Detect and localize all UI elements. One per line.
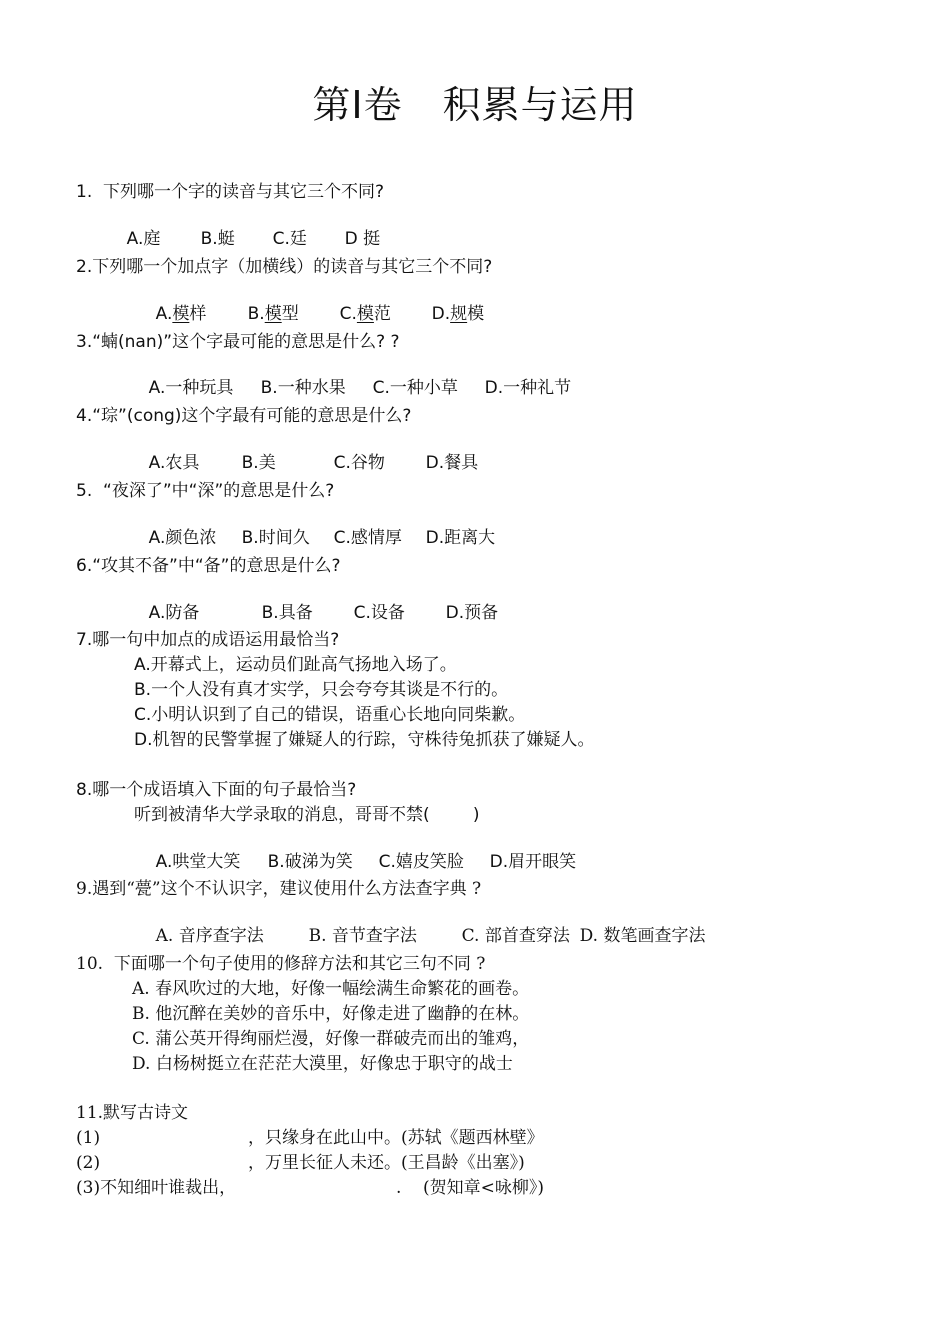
option-a: A.模样: [155, 304, 207, 324]
question-7-option-c: C.小明认识到了自己的错误，语重心长地向同柴歉。: [134, 705, 526, 725]
option-b: B.一种水果: [260, 378, 346, 398]
question-1-stem: 1. 下列哪一个字的读音与其它三个不同?: [76, 182, 385, 202]
poem-line-1-num: (1): [76, 1128, 101, 1148]
question-3-stem: 3.“蝻(nan)”这个字最可能的意思是什么? ?: [76, 332, 400, 352]
question-7-stem: 7.哪一句中加点的成语运用最恰当?: [76, 630, 340, 650]
question-5-stem: 5. “夜深了”中“深”的意思是什么?: [76, 481, 335, 501]
option-d: D.一种礼节: [484, 378, 572, 398]
question-10-option-b: B. 他沉醉在美妙的音乐中，好像走进了幽静的在林。: [132, 1004, 530, 1024]
option-c: C.感情厚: [333, 528, 402, 548]
option-a: A.一种玩具: [148, 378, 234, 398]
page-title: [0, 74, 950, 129]
option-a: A.防备: [148, 603, 200, 623]
question-11-stem: 11.默写古诗文: [76, 1103, 189, 1123]
question-8-stem: 8.哪一个成语填入下面的句子最恰当?: [76, 780, 357, 800]
poem-line-1-text: ，只缘身在此山中。(苏轼《题西林壁》: [248, 1128, 544, 1148]
option-d: D.预备: [445, 603, 499, 623]
question-2-stem: 2.下列哪一个加点字（加横线）的读音与其它三个不同?: [76, 257, 493, 277]
option-a: A. 音序查字法: [155, 926, 264, 946]
option-a: A.哄堂大笑: [155, 852, 241, 872]
option-c: C.设备: [353, 603, 405, 623]
option-b: B.时间久: [241, 528, 310, 548]
option-d: D.规模: [431, 304, 485, 324]
title-part1: 第Ⅰ卷: [312, 83, 403, 127]
question-7-option-b: B.一个人没有真才实学，只会夸夸其谈是不行的。: [134, 680, 509, 700]
question-6-stem: 6.“攻其不备”中“备”的意思是什么?: [76, 556, 341, 576]
option-b: B.蜓: [200, 229, 235, 249]
option-a: A.庭: [126, 229, 161, 249]
option-a: A.农具: [148, 453, 200, 473]
poem-line-2-text: ，万里长征人未还。(王昌龄《出塞》): [248, 1153, 525, 1173]
question-10-stem: 10. 下面哪一个句子使用的修辞方法和其它三句不同 ?: [76, 954, 486, 974]
question-10-option-a: A. 春风吹过的大地，好像一幅绘满生命繁花的画卷。: [132, 979, 530, 999]
option-b: B.美: [241, 453, 276, 473]
option-d: D.眉开眼笑: [489, 852, 577, 872]
option-c: C.谷物: [333, 453, 385, 473]
question-7-option-d: D.机智的民警掌握了嫌疑人的行踪，守株待兔抓获了嫌疑人。: [134, 730, 595, 750]
option-d: D 挺: [344, 229, 381, 249]
question-10-option-d: D. 白杨树挺立在茫茫大漠里，好像忠于职守的战士: [132, 1054, 513, 1074]
question-10-option-c: C. 蒲公英开得绚丽烂漫，好像一群破壳而出的雏鸡，: [132, 1029, 530, 1049]
option-b: B.模型: [247, 304, 299, 324]
option-c: C.廷: [272, 229, 307, 249]
option-d: D.餐具: [425, 453, 479, 473]
option-c: C. 部首查穿法: [461, 926, 570, 946]
option-d: D.距离大: [425, 528, 496, 548]
option-b: B.具备: [261, 603, 313, 623]
option-c: C.一种小草: [372, 378, 458, 398]
poem-line-3-text: . (贺知章<咏柳》): [396, 1178, 545, 1198]
option-c: C.嬉皮笑脸: [378, 852, 464, 872]
poem-line-2-num: (2): [76, 1153, 101, 1173]
option-b: B.破涕为笑: [267, 852, 353, 872]
question-8-sentence: 听到被清华大学录取的消息，哥哥不禁( ): [134, 805, 480, 825]
question-4-stem: 4.“琮”(cong)这个字最有可能的意思是什么?: [76, 406, 412, 426]
option-d: D. 数笔画查字法: [579, 926, 706, 946]
option-a: A.颜色浓: [148, 528, 217, 548]
poem-line-3-num: (3)不知细叶谁裁出，: [76, 1178, 237, 1198]
option-b: B. 音节查字法: [308, 926, 417, 946]
title-part2: 积累与运用: [442, 83, 638, 127]
question-7-option-a: A.开幕式上，运动员们趾高气扬地入场了。: [134, 655, 457, 675]
question-9-stem: 9.遇到“甍”这个不认识字，建议使用什么方法查字典 ?: [76, 879, 482, 899]
option-c: C.模范: [339, 304, 391, 324]
